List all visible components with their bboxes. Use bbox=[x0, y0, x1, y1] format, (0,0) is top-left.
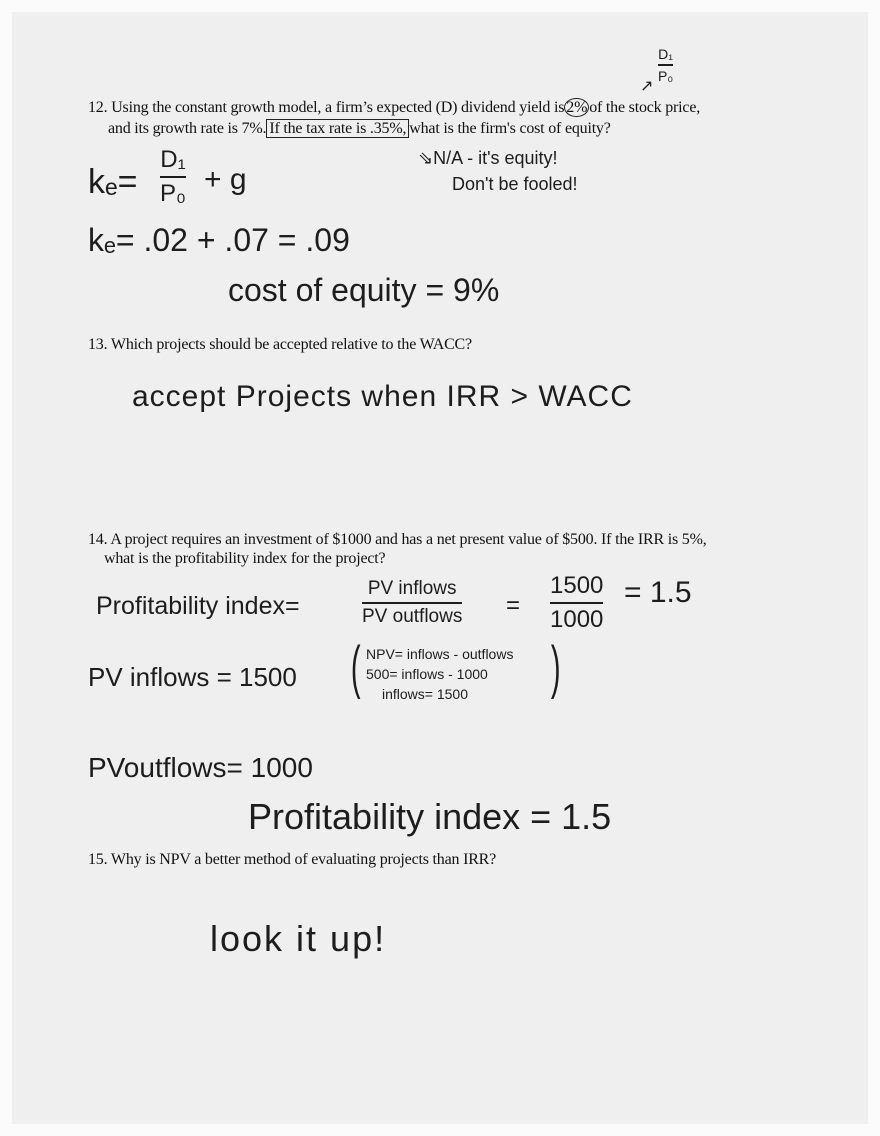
q14-final-answer: Profitability index = 1.5 bbox=[248, 796, 612, 837]
annotation-denominator: P₀ bbox=[658, 68, 674, 84]
q12-text-end: of the stock price, bbox=[589, 99, 701, 116]
pi-numerator: PV inflows bbox=[367, 578, 457, 599]
scanned-page bbox=[12, 12, 868, 1124]
fraction-bar bbox=[362, 602, 462, 604]
right-paren-icon: ) bbox=[550, 635, 561, 700]
q14-line2: what is the profitability index for the project? bbox=[104, 550, 386, 567]
q12-note-line1: ⇘N/A - it's equity! bbox=[418, 148, 558, 168]
q12-boxed-text: If the tax rate is .35%, bbox=[266, 119, 409, 138]
q14-result: = 1.5 bbox=[624, 576, 692, 609]
q14-pv-outflows: PVoutflows= 1000 bbox=[88, 752, 313, 783]
q14-pi-label: Profitability index= bbox=[96, 592, 300, 620]
q12-text-end: what is the firm's cost of equity? bbox=[409, 120, 611, 137]
q12-note-line2: Don't be fooled! bbox=[452, 174, 578, 194]
arrow-icon: ↗ bbox=[640, 78, 654, 95]
q14-value-fraction bbox=[550, 572, 603, 634]
q12-text: and its growth rate is 7%. bbox=[108, 120, 267, 137]
left-paren-icon: ( bbox=[350, 635, 361, 700]
fraction-bar bbox=[658, 64, 673, 66]
annotation-d1-over-p0 bbox=[658, 46, 673, 84]
q15-question: 15. Why is NPV a better method of evaluating projects than IRR? bbox=[88, 851, 497, 868]
q12-formula-fraction bbox=[160, 146, 186, 208]
q12-circled-value: 2% bbox=[566, 99, 588, 116]
q12-text: 12. Using the constant growth model, a firm’s expected (D) dividend yield is bbox=[88, 99, 565, 116]
q15-answer: look it up! bbox=[210, 918, 387, 959]
q14-equals: = bbox=[506, 592, 521, 619]
q13-answer: accept Projects when IRR > WACC bbox=[132, 380, 633, 413]
pi-denominator: PV outflows bbox=[362, 606, 463, 627]
q13-question: 13. Which projects should be accepted relative to the WACC? bbox=[88, 336, 472, 353]
q12-line1 bbox=[88, 99, 700, 117]
fraction-bar bbox=[160, 176, 186, 178]
q12-calculation: kₑ= .02 + .07 = .09 bbox=[88, 222, 350, 258]
q12-formula-lhs: kₑ= bbox=[88, 163, 138, 201]
annotation-numerator: D₁ bbox=[658, 46, 673, 62]
q12-answer: cost of equity = 9% bbox=[228, 272, 500, 308]
q12-formula-rhs: + g bbox=[204, 163, 247, 196]
q14-pi-fraction bbox=[362, 578, 462, 628]
fraction-bar bbox=[550, 602, 603, 604]
formula-numerator: D₁ bbox=[160, 146, 186, 173]
q14-line1: 14. A project requires an investment of $1000 and has a net present value of $500. If the IRR is 5%, bbox=[88, 531, 707, 548]
q14-note-line3: inflows= 1500 bbox=[382, 686, 469, 702]
formula-denominator: P₀ bbox=[160, 180, 186, 207]
value-numerator: 1500 bbox=[550, 572, 604, 599]
q12-line2 bbox=[108, 120, 611, 138]
q14-pv-inflows: PV inflows = 1500 bbox=[88, 662, 297, 692]
q14-note-line1: NPV= inflows - outflows bbox=[366, 646, 514, 662]
value-denominator: 1000 bbox=[550, 606, 604, 633]
q14-note-line2: 500= inflows - 1000 bbox=[366, 666, 488, 682]
